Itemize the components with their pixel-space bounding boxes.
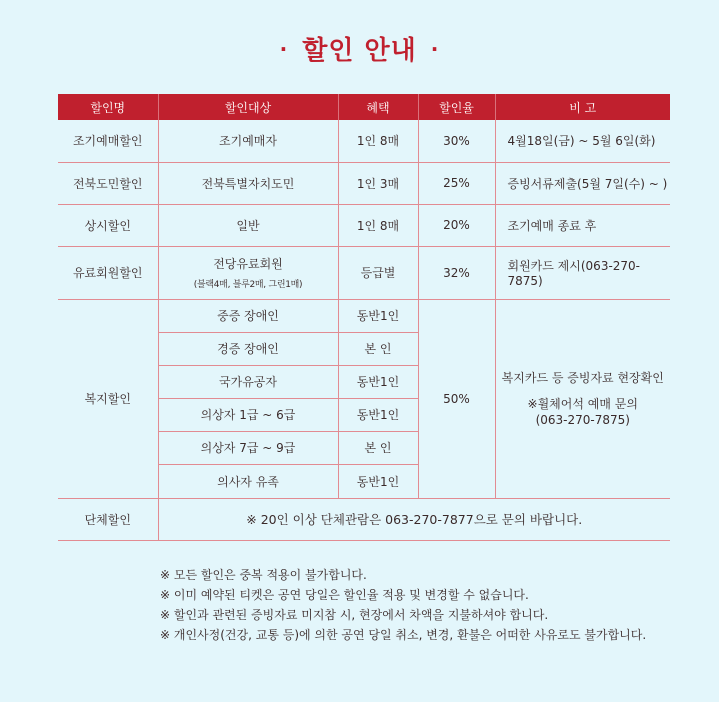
- discount-name: 유료회원할인: [58, 246, 158, 299]
- welfare-target: 의상자 1급 ~ 6급: [158, 398, 338, 431]
- welfare-benefit: 본 인: [338, 431, 418, 464]
- discount-target: 전북특별자치도민: [158, 162, 338, 204]
- table-row: [58, 498, 670, 540]
- discount-note: 회원카드 제시(063-270-7875): [495, 246, 670, 299]
- welfare-benefit: 동반1인: [338, 365, 418, 398]
- discount-benefit: 1인 8매: [338, 120, 418, 162]
- group-name: 단체할인: [58, 498, 158, 540]
- discount-target-cell: [158, 246, 338, 299]
- discount-name: 전북도민할인: [58, 162, 158, 204]
- header-rate: 할인율: [418, 94, 495, 120]
- footnote: ※ 모든 할인은 중복 적용이 불가합니다.: [160, 568, 367, 582]
- welfare-target: 의상자 7급 ~ 9급: [158, 431, 338, 464]
- welfare-benefit: 본 인: [338, 332, 418, 365]
- table-row: [58, 204, 670, 246]
- header-target: 할인대상: [158, 94, 338, 120]
- welfare-note: [495, 299, 670, 498]
- title-dot-right: ·: [430, 37, 440, 61]
- discount-benefit: 등급별: [338, 246, 418, 299]
- title-text: 할인 안내: [302, 36, 417, 66]
- page-title: [0, 30, 719, 67]
- table-header-row: [58, 94, 670, 120]
- discount-rate: 25%: [418, 162, 495, 204]
- welfare-target: 국가유공자: [158, 365, 338, 398]
- welfare-target: 중증 장애인: [158, 299, 338, 332]
- table-row: [58, 299, 670, 332]
- group-note: ※ 20인 이상 단체관람은 063-270-7877으로 문의 바랍니다.: [158, 498, 670, 540]
- discount-note: 조기예매 종료 후: [495, 204, 670, 246]
- discount-rate: 20%: [418, 204, 495, 246]
- welfare-name: 복지할인: [58, 299, 158, 498]
- welfare-note-line1: 복지카드 등 증빙자료 현장확인: [501, 370, 664, 385]
- header-note: 비 고: [495, 94, 670, 120]
- footnote: ※ 이미 예약된 티켓은 공연 당일은 할인율 적용 및 변경할 수 없습니다.: [160, 588, 529, 602]
- welfare-note-line2: ※휠체어석 예매 문의: [527, 396, 638, 411]
- welfare-benefit: 동반1인: [338, 398, 418, 431]
- footnote: ※ 할인과 관련된 증빙자료 미지참 시, 현장에서 차액을 지불하셔야 합니다.: [160, 608, 549, 622]
- discount-rate: 32%: [418, 246, 495, 299]
- discount-name: 상시할인: [58, 204, 158, 246]
- discount-target: 조기예매자: [158, 120, 338, 162]
- welfare-target: 의사자 유족: [158, 464, 338, 498]
- header-benefit: 혜택: [338, 94, 418, 120]
- footnote: ※ 개인사정(건강, 교통 등)에 의한 공연 당일 취소, 변경, 환불은 어떠한 사유로도 불가합니다.: [160, 628, 647, 642]
- welfare-note-line3: (063-270-7875): [535, 412, 630, 427]
- discount-note: 증빙서류제출(5월 7일(수) ~ ): [495, 162, 670, 204]
- discount-benefit: 1인 8매: [338, 204, 418, 246]
- welfare-benefit: 동반1인: [338, 464, 418, 498]
- discount-target: 일반: [158, 204, 338, 246]
- welfare-target: 경증 장애인: [158, 332, 338, 365]
- discount-name: 조기예매할인: [58, 120, 158, 162]
- welfare-rate: 50%: [418, 299, 495, 498]
- discount-rate: 30%: [418, 120, 495, 162]
- footnotes: [160, 565, 646, 645]
- discount-benefit: 1인 3매: [338, 162, 418, 204]
- welfare-benefit: 동반1인: [338, 299, 418, 332]
- discount-target: 전당유료회원: [213, 257, 283, 271]
- discount-table: [58, 94, 670, 541]
- discount-note: 4월18일(금) ~ 5월 6일(화): [495, 120, 670, 162]
- table-row: [58, 120, 670, 162]
- header-name: 할인명: [58, 94, 158, 120]
- title-dot-left: ·: [279, 37, 289, 61]
- table-row: [58, 246, 670, 299]
- discount-target-sub: (블랙4매, 블루2매, 그린1매): [193, 280, 303, 290]
- table-row: [58, 162, 670, 204]
